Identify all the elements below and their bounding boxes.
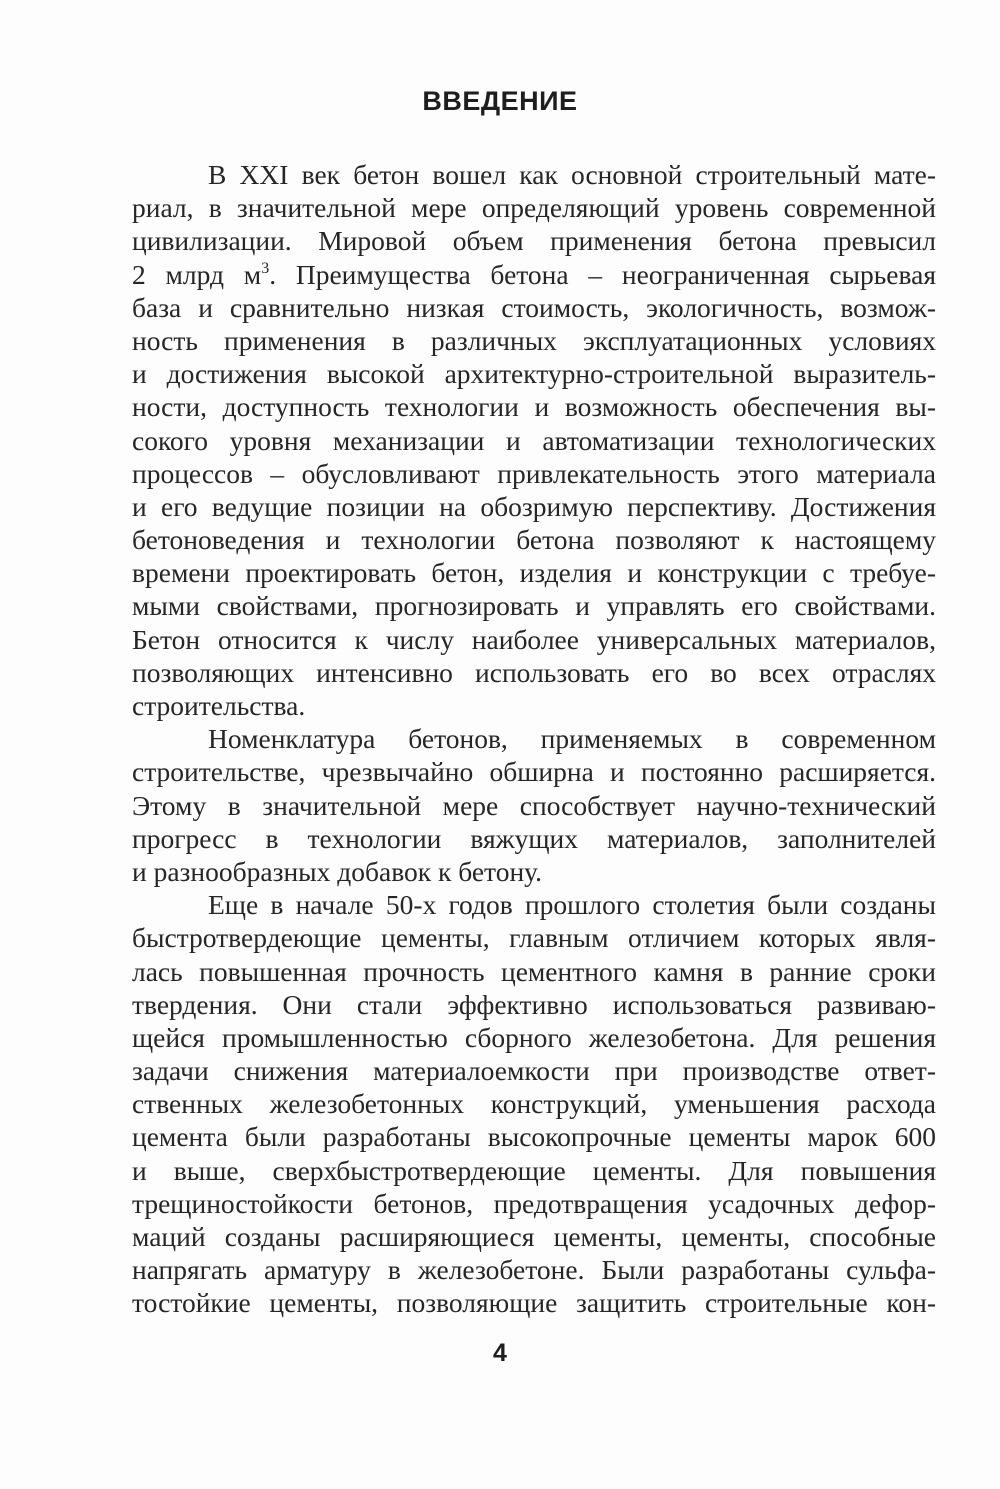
- text-line: маций созданы расширяющиеся цементы, цементы, способные: [132, 1221, 936, 1252]
- text-line: быстротвердеющие цементы, главным отличием которых явля-: [132, 922, 936, 954]
- text-line: цивилизации. Мировой объем применения бетона превысил: [132, 225, 936, 257]
- text-line: сокого уровня механизации и автоматизации технологических: [132, 424, 936, 456]
- text-line: тостойкие цементы, позволяющие защитить строительные кон-: [132, 1287, 936, 1319]
- text-line: времени проектировать бетон, изделия и конструкции с требуе-: [132, 557, 936, 589]
- text-line: Еще в начале 50-х годов прошлого столетия были созданы: [208, 889, 936, 921]
- text-line: трещиностойкости бетонов, предотвращения усадочных дефор-: [132, 1187, 936, 1219]
- text-line: бетоноведения и технологии бетона позволяют к настоящему: [132, 524, 936, 556]
- text-line: риал, в значительной мере определяющий уровень современной: [132, 192, 936, 224]
- text-line: процессов – обусловливают привлекательность этого материала: [132, 457, 936, 489]
- text-line: прогресс в технологии вяжущих материалов, заполнителей: [132, 822, 936, 854]
- volume-value: [132, 259, 276, 290]
- text-line: напрягать арматуру в железобетоне. Были разработаны сульфа-: [132, 1254, 936, 1286]
- text-line: ности, доступность технологии и возможность обеспечения вы-: [132, 391, 936, 423]
- chapter-heading: ВВЕДЕНИЕ: [422, 86, 578, 116]
- text-line-with-exponent: [132, 258, 936, 291]
- text-line: Этому в значительной мере способствует научно-технический: [132, 789, 936, 821]
- text-line-rest: Преимущества бетона – неограниченная сырьевая: [295, 258, 936, 290]
- volume-suffix: .: [269, 258, 277, 290]
- text-line: и его ведущие позиции на обозримую перспективу. Достижения: [132, 490, 936, 522]
- text-line: ственных железобетонных конструкций, уменьшения расхода: [132, 1088, 936, 1120]
- text-line: строительства.: [132, 690, 306, 721]
- text-line: В XXI век бетон вошел как основной строительный мате-: [208, 159, 936, 190]
- text-line: позволяющих интенсивно использовать его во всех отраслях: [132, 656, 936, 688]
- body-text: [132, 158, 936, 1320]
- text-line: Бетон относится к числу наиболее универсальных материалов,: [132, 623, 936, 655]
- text-line: и достижения высокой архитектурно-строительной выразитель-: [132, 358, 936, 390]
- volume-exponent: 3: [261, 259, 270, 277]
- text-line: задачи снижения материалоемкости при производстве ответ-: [132, 1055, 936, 1087]
- text-line: Номенклатура бетонов, применяемых в современном: [208, 723, 936, 755]
- text-line: цемента были разработаны высокопрочные цементы марок 600: [132, 1121, 936, 1153]
- text-line: ность применения в различных эксплуатационных условиях: [132, 324, 936, 356]
- text-line: лась повышенная прочность цементного камня в ранние сроки: [132, 955, 936, 987]
- text-line: мыми свойствами, прогнозировать и управлять его свойствами.: [132, 590, 936, 622]
- text-line: и разнообразных добавок к бетону.: [132, 855, 543, 887]
- text-line: строительстве, чрезвычайно обширна и постоянно расширяется.: [132, 756, 936, 788]
- text-line: щейся промышленностью сборного железобетона. Для решения: [132, 1021, 936, 1053]
- text-line: и выше, сверхбыстротвердеющие цементы. Для повышения: [132, 1154, 936, 1186]
- volume-prefix: 2 млрд м: [132, 258, 262, 290]
- text-line: твердения. Они стали эффективно использоваться развиваю-: [132, 988, 936, 1020]
- page-number: 4: [493, 1339, 507, 1367]
- text-line: база и сравнительно низкая стоимость, экологичность, возмож-: [132, 291, 936, 323]
